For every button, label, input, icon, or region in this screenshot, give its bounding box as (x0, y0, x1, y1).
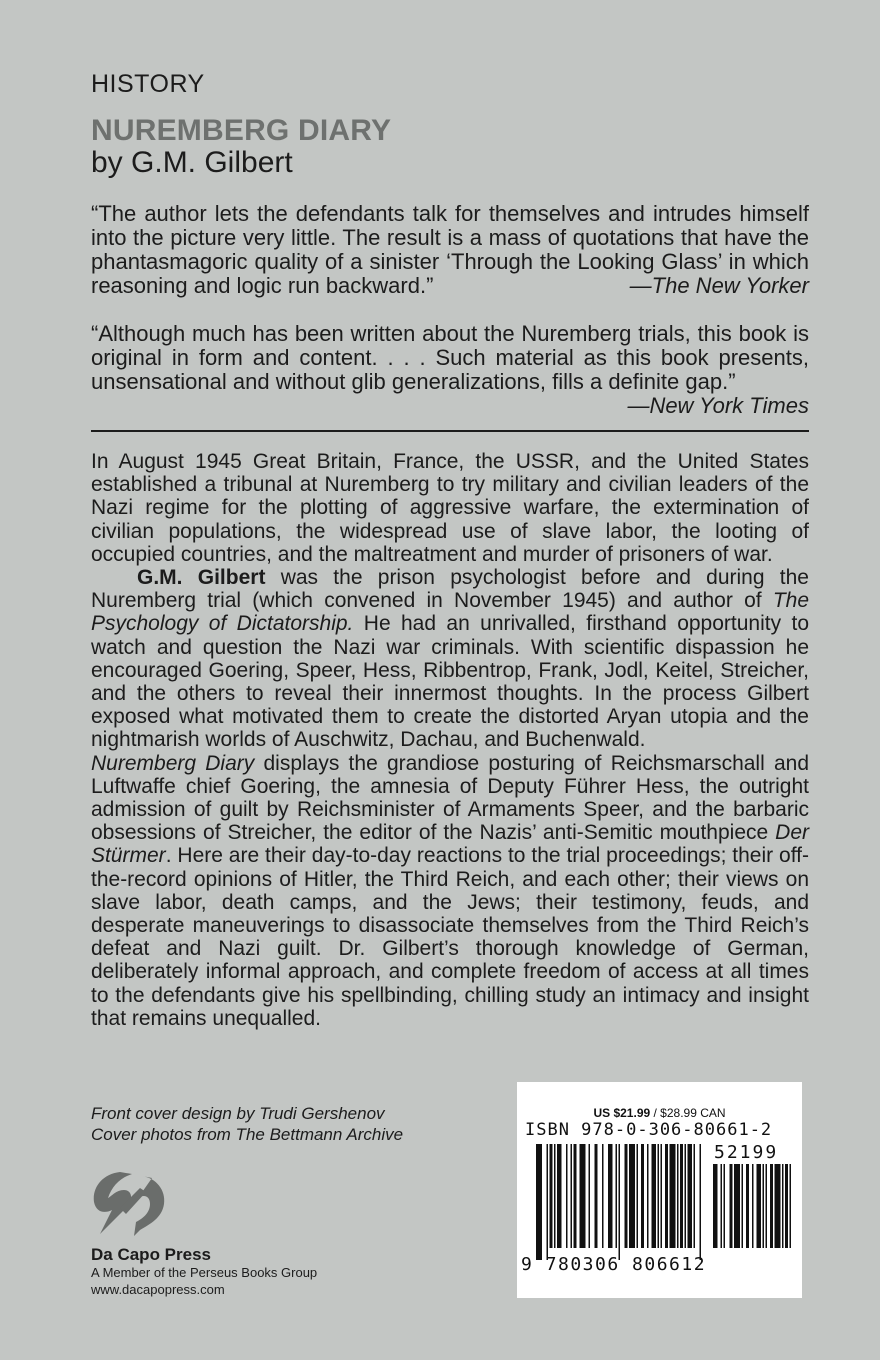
paragraph-text: was the prison psychologist before and during the Nuremberg trial (which convened in November 1945) and author of (91, 566, 809, 613)
newspaper-reference: Der Stürmer (91, 821, 809, 868)
barcode-bar (688, 1144, 693, 1248)
barcode-bar (752, 1164, 754, 1248)
barcode-bar (685, 1144, 687, 1248)
barcode-bar (757, 1164, 762, 1248)
barcode-bar (602, 1144, 604, 1248)
paragraph-text: He had an unrivalled, firsthand opportunity to watch and question the Nazi war criminals. With scientific dispassion he encouraged Goering, Speer, Hess, Ribbentrop, Frank, Jodl, Keitel, Streicher, and the others to reveal their innermost thoughts. In the process Gilbert exposed what motivated them to create the distorted Aryan utopia and the nightmarish worlds of Auschwitz, Dachau, and Buchenwald. (91, 612, 809, 752)
cover-credits (91, 1103, 403, 1145)
barcode-bar (730, 1164, 733, 1248)
ean-number: 9 780306 806612 (521, 1254, 707, 1275)
barcode-bar (770, 1164, 773, 1248)
barcode-bar (637, 1144, 639, 1248)
barcode-bar (566, 1144, 568, 1248)
barcode-bar (595, 1144, 598, 1248)
barcode-bar (580, 1144, 586, 1248)
review-quote-1 (91, 202, 809, 298)
paragraph-text: displays the grandiose posturing of Reichsmarschall and Luftwaffe chief Goering, the amnesia of Deputy Führer Hess, the outright admission of guilt by Reichsminister of Armaments Speer, and the barbaric obsessions of Streicher, the editor of the Nazis’ anti-Semitic mouthpiece (91, 751, 809, 845)
review-quote-2 (91, 322, 809, 418)
price-us: US $21.99 (593, 1106, 651, 1120)
barcode-bar (763, 1164, 765, 1248)
barcode-bar (608, 1144, 613, 1248)
quote-text: “The author lets the defendants talk for themselves and intrudes himself into the picture very little. The result is a mass of quotations that have the phantasmagoric quality of a sinister ‘Through the Looking Glass’ in which reasoning and logic run backward.” (91, 201, 809, 298)
paragraph-text: . Here are their day-to-day reactions to the trial proceedings; their off-the-record opinions of Hitler, the Third Reich, and each other; their views on slave labor, death camps, and the Jews; their testimony, feuds, and desperate maneuverings to disassociate themselves from the Third Reich’s defeat and Nazi guilt. Dr. Gilbert’s thorough knowledge of German, deliberately informal approach, and complete freedom of access at all times to the defendants give his spellbinding, chilling study an intimacy and insight that remains unequalled. (91, 844, 809, 1030)
ean-barcode-icon (536, 1144, 702, 1260)
category-label: HISTORY (91, 70, 205, 98)
barcode-bar (589, 1144, 591, 1248)
barcode-bar (557, 1144, 562, 1248)
barcode-bar (670, 1144, 676, 1248)
barcode-bar (554, 1144, 556, 1248)
barcode-bar (742, 1164, 744, 1248)
book-description (91, 450, 809, 1030)
barcode-bar (629, 1144, 635, 1248)
publisher-name: Da Capo Press (91, 1245, 211, 1264)
barcode-bar (746, 1164, 749, 1248)
book-reference: The Psychology of Dictatorship. (91, 589, 809, 636)
barcode-bar (571, 1144, 573, 1248)
barcode-bar (652, 1144, 657, 1248)
barcode-panel (517, 1082, 802, 1298)
author-name-bold: G.M. Gilbert (137, 566, 266, 590)
isbn-text: ISBN 978-0-306-80661-2 (525, 1120, 773, 1140)
barcode-bar (790, 1164, 792, 1248)
barcode-bar (574, 1144, 577, 1248)
divider-rule (91, 430, 809, 432)
barcode-bar (724, 1164, 726, 1248)
barcode-bar (616, 1144, 618, 1248)
description-paragraph-3 (91, 752, 809, 1030)
barcode-bar (536, 1144, 542, 1260)
price-addon-number: 52199 (714, 1142, 779, 1163)
barcode-bar (785, 1164, 788, 1248)
addon-barcode-icon (713, 1164, 795, 1260)
book-reference: Nuremberg Diary (91, 751, 255, 775)
quote-source: —The New Yorker (629, 273, 809, 298)
barcode-bar (661, 1144, 663, 1248)
publisher-url: www.dacapopress.com (91, 1282, 225, 1297)
publisher-logo-icon (90, 1168, 170, 1240)
barcode-bar (694, 1144, 696, 1248)
barcode-bar (547, 1144, 549, 1260)
price-can: / $28.99 CAN (650, 1106, 726, 1120)
barcode-bar (775, 1164, 781, 1248)
barcode-bar (721, 1164, 723, 1248)
barcode-bar (665, 1144, 668, 1248)
barcode-bar (647, 1144, 649, 1248)
barcode-bar (766, 1164, 768, 1248)
quote-source: —New York Times (627, 393, 809, 418)
photo-credit: Cover photos from The Bettmann Archive (91, 1125, 404, 1144)
barcode-bar (782, 1164, 784, 1248)
publisher-member: A Member of the Perseus Books Group (91, 1265, 318, 1280)
price-label (517, 1106, 802, 1120)
design-credit: Front cover design by Trudi Gershenov (91, 1104, 385, 1123)
quote-text: “Although much has been written about the Nuremberg trials, this book is original in form and content. . . . Such material as this book presents, unsensational and without glib generalizations, fills a definite gap.” (91, 321, 809, 394)
barcode-bar (734, 1164, 740, 1248)
barcode-bar (658, 1144, 660, 1248)
publisher-info (91, 1245, 317, 1298)
barcode-bar (700, 1144, 702, 1260)
barcode-bar (619, 1144, 621, 1260)
barcode-bar (680, 1144, 683, 1248)
book-title: NUREMBERG DIARY (91, 114, 392, 147)
barcode-bar (641, 1144, 644, 1248)
description-paragraph-2 (91, 566, 809, 752)
barcode-bar (625, 1144, 628, 1248)
barcode-bar (677, 1144, 679, 1248)
description-paragraph-1: In August 1945 Great Britain, France, the USSR, and the United States established a tribunal at Nuremberg to try military and civilian leaders of the Nazi regime for the plotting of aggressive warfare, the extermination of civilian populations, the widespread use of slave labor, the looting of occupied countries, and the maltreatment and murder of prisoners of war. (91, 450, 809, 566)
barcode-bar (713, 1164, 718, 1248)
barcode-bar (550, 1144, 553, 1248)
book-author: by G.M. Gilbert (91, 146, 293, 179)
